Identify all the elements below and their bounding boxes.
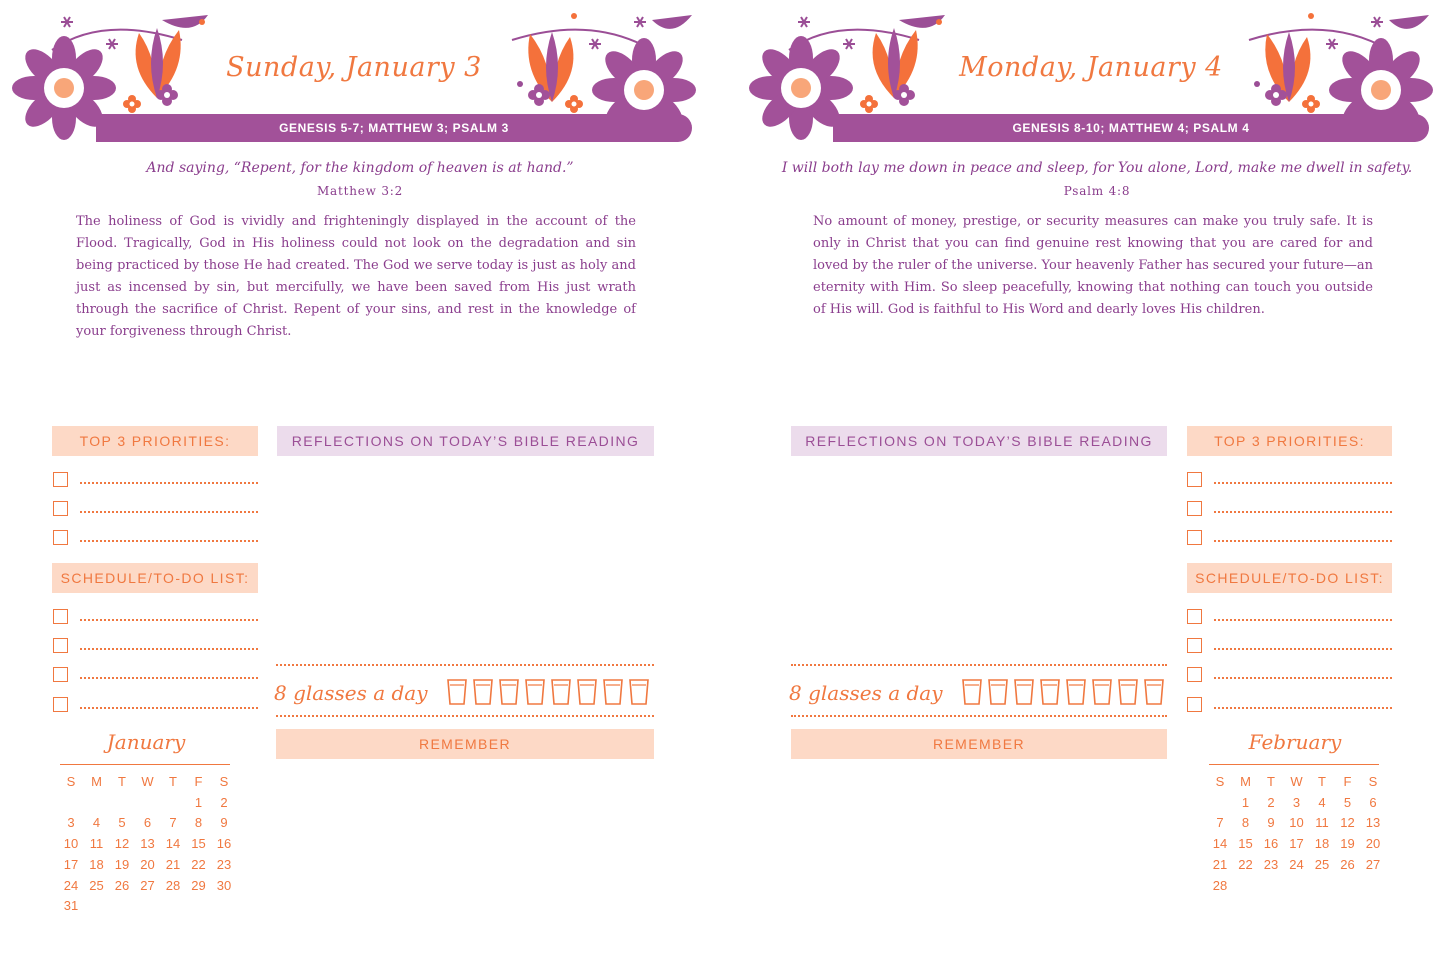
- calendar-day: 23: [1263, 856, 1279, 872]
- calendar-day: 18: [1314, 836, 1330, 852]
- calendar-day: 31: [63, 898, 79, 914]
- checkbox[interactable]: [53, 667, 68, 682]
- calendar-weekday: T: [118, 774, 126, 789]
- calendar-day: 19: [1340, 836, 1355, 852]
- calendar-month: February: [1248, 730, 1342, 754]
- glass-icon[interactable]: [472, 678, 494, 706]
- calendar-day: 2: [220, 794, 228, 810]
- write-line: [80, 540, 258, 542]
- calendar-weekday: M: [1240, 774, 1251, 789]
- left-page: [0, 0, 722, 963]
- write-line: [1214, 482, 1392, 484]
- reading-banner: [833, 114, 1429, 142]
- schedule-item[interactable]: [1187, 665, 1392, 685]
- calendar-day: 28: [165, 877, 181, 893]
- calendar-day: 14: [1212, 836, 1228, 852]
- glass-icon[interactable]: [961, 678, 983, 706]
- schedule-item[interactable]: [53, 665, 258, 685]
- water-tracker-label: 8 glasses a day: [789, 681, 943, 705]
- glass-icon[interactable]: [602, 678, 624, 706]
- checkbox[interactable]: [53, 638, 68, 653]
- water-line: [276, 715, 654, 717]
- checkbox[interactable]: [53, 530, 68, 545]
- schedule-item[interactable]: [53, 607, 258, 627]
- priority-item[interactable]: [1187, 470, 1392, 490]
- calendar-day: 25: [89, 877, 104, 893]
- calendar-day: 10: [1289, 815, 1304, 831]
- calendar-day: 15: [1238, 836, 1253, 852]
- priority-item[interactable]: [53, 470, 258, 490]
- calendar-weekday: T: [169, 774, 177, 789]
- devotional-text: The holiness of God is vividly and frighteningly displayed in the account of the Flood. Tragically, God in His holiness could not look on the degradation and sin being practiced by those He had created. The God we serve today is just as holy and just as incensed by sin, but mercifully, we have been saved from His just wrath through the sacrifice of Christ. Repent of your sins, and rest in the knowledge of your forgiveness through Christ.: [76, 214, 636, 339]
- calendar-day: 12: [114, 836, 130, 852]
- calendar-rule: [60, 764, 230, 765]
- calendar-day: 4: [1318, 794, 1326, 810]
- priority-item[interactable]: [53, 528, 258, 548]
- day-title: Monday, January 4: [959, 52, 1223, 83]
- calendar-day: 20: [1365, 836, 1381, 852]
- priority-item[interactable]: [1187, 528, 1392, 548]
- calendar-day: 26: [1340, 856, 1355, 872]
- reflection-line: [791, 664, 1167, 666]
- calendar-day: 23: [216, 856, 232, 872]
- calendar-day: 27: [1365, 856, 1381, 872]
- write-line: [80, 707, 258, 709]
- write-line: [80, 482, 258, 484]
- calendar-day: 22: [1238, 856, 1253, 872]
- calendar-day: 5: [118, 815, 126, 831]
- reflection-line: [276, 664, 654, 666]
- calendar-day: 10: [63, 836, 79, 852]
- calendar-weekday: S: [219, 774, 229, 789]
- calendar-day: 14: [165, 836, 181, 852]
- calendar-day: 3: [1292, 794, 1301, 810]
- calendar-day: 17: [1289, 836, 1304, 852]
- remember-label: REMEMBER: [791, 729, 1167, 759]
- calendar-day: 12: [1340, 815, 1355, 831]
- priority-item[interactable]: [1187, 499, 1392, 519]
- calendar-day: 21: [1212, 856, 1228, 872]
- water-line: [791, 715, 1167, 717]
- reading-plan: GENESIS 5-7; MATTHEW 3; PSALM 3: [279, 121, 509, 135]
- glass-icon[interactable]: [1091, 678, 1113, 706]
- schedule-item[interactable]: [53, 636, 258, 656]
- write-line: [80, 648, 258, 650]
- calendar-day: 16: [216, 836, 232, 852]
- glass-icon[interactable]: [524, 678, 546, 706]
- calendar-day: 18: [89, 856, 104, 872]
- calendar-day: 5: [1343, 794, 1352, 810]
- calendar-month: January: [106, 730, 186, 754]
- schedule-label: SCHEDULE/TO-DO LIST:: [52, 563, 258, 593]
- write-line: [80, 619, 258, 621]
- calendar-day: 4: [92, 815, 101, 831]
- glass-icon[interactable]: [987, 678, 1009, 706]
- right-page: [737, 0, 1445, 963]
- checkbox[interactable]: [1187, 638, 1202, 653]
- calendar-day: 13: [1365, 815, 1381, 831]
- schedule-item[interactable]: [53, 695, 258, 715]
- verse-text: And saying, “Repent, for the kingdom of heaven is at hand.”: [146, 160, 574, 176]
- glass-icon[interactable]: [1039, 678, 1061, 706]
- calendar-weekday: F: [194, 774, 203, 789]
- remember-label: REMEMBER: [276, 729, 654, 759]
- reading-banner: [96, 114, 692, 142]
- write-line: [1214, 619, 1392, 621]
- calendar-day: 13: [140, 836, 155, 852]
- calendar-day: 22: [191, 856, 206, 872]
- priority-item[interactable]: [53, 499, 258, 519]
- checkbox[interactable]: [1187, 609, 1202, 624]
- schedule-label: SCHEDULE/TO-DO LIST:: [1187, 563, 1392, 593]
- checkbox[interactable]: [1187, 472, 1202, 487]
- calendar-weekday: F: [1343, 774, 1352, 789]
- calendar-day: 26: [114, 877, 130, 893]
- verse-reference: Psalm 4:8: [1063, 184, 1131, 198]
- priorities-label: TOP 3 PRIORITIES:: [52, 426, 258, 456]
- write-line: [1214, 511, 1392, 513]
- calendar-day: 29: [191, 877, 206, 893]
- verse-text: I will both lay me down in peace and sleep, for You alone, Lord, make me dwell in safety.: [781, 160, 1413, 176]
- devotional-text: No amount of money, prestige, or security measures can make you truly safe. It is only in Christ that you can find genuine rest knowing that you are cared for and loved by the ruler of the universe. Your heavenly Father has secured your future—an eternity with Him. So sleep peacefully, knowing that nothing can touch you outside of His will. God is faithful to His Word and dearly loves His children.: [813, 214, 1373, 317]
- checkbox[interactable]: [1187, 530, 1202, 545]
- write-line: [80, 677, 258, 679]
- calendar-day: 19: [114, 856, 130, 872]
- calendar-day: 1: [1241, 794, 1250, 810]
- glass-icon[interactable]: [1143, 678, 1165, 706]
- calendar-day: 15: [191, 836, 206, 852]
- calendar-day: 16: [1263, 836, 1279, 852]
- calendar-day: 7: [1216, 815, 1224, 831]
- schedule-item[interactable]: [1187, 607, 1392, 627]
- write-line: [80, 511, 258, 513]
- day-header: [749, 10, 1433, 145]
- write-line: [1214, 707, 1392, 709]
- calendar-day: 30: [216, 877, 232, 893]
- checkbox[interactable]: [53, 501, 68, 516]
- day-title: Sunday, January 3: [226, 52, 482, 83]
- calendar-day: 28: [1212, 877, 1228, 893]
- calendar-day: 11: [89, 836, 104, 852]
- water-tracker-label: 8 glasses a day: [274, 681, 428, 705]
- calendar-day: 17: [63, 856, 79, 872]
- checkbox[interactable]: [1187, 667, 1202, 682]
- day-header: [12, 10, 696, 145]
- calendar-rule: [1209, 764, 1379, 765]
- calendar-weekday: S: [66, 774, 76, 789]
- checkbox[interactable]: [53, 472, 68, 487]
- reading-plan: GENESIS 8-10; MATTHEW 4; PSALM 4: [1012, 121, 1250, 135]
- calendar-day: 7: [169, 815, 177, 831]
- calendar-day: 24: [63, 877, 79, 893]
- calendar-day: 8: [1241, 815, 1250, 831]
- schedule-item[interactable]: [1187, 636, 1392, 656]
- checkbox[interactable]: [53, 697, 68, 712]
- calendar-weekday: T: [1318, 774, 1326, 789]
- calendar-day: 9: [220, 815, 228, 831]
- calendar-day: 6: [1369, 794, 1377, 810]
- calendar-day: 8: [194, 815, 203, 831]
- calendar-day: 1: [194, 794, 203, 810]
- calendar-day: 24: [1289, 856, 1304, 872]
- calendar-weekday: W: [1290, 774, 1303, 789]
- calendar-day: 6: [143, 815, 152, 831]
- calendar-day: 20: [140, 856, 155, 872]
- reflections-label: REFLECTIONS ON TODAY’S BIBLE READING: [277, 426, 654, 456]
- calendar-day: 25: [1314, 856, 1330, 872]
- glass-icon[interactable]: [498, 678, 520, 706]
- calendar-day: 27: [140, 877, 155, 893]
- calendar-weekday: W: [141, 774, 154, 789]
- write-line: [1214, 648, 1392, 650]
- verse-reference: Matthew 3:2: [316, 184, 404, 198]
- calendar-day: 2: [1267, 794, 1275, 810]
- write-line: [1214, 677, 1392, 679]
- calendar-day: 3: [67, 815, 75, 831]
- reflections-label: REFLECTIONS ON TODAY’S BIBLE READING: [791, 426, 1167, 456]
- schedule-item[interactable]: [1187, 695, 1392, 715]
- checkbox[interactable]: [53, 609, 68, 624]
- priorities-label: TOP 3 PRIORITIES:: [1187, 426, 1392, 456]
- glass-icon[interactable]: [1117, 678, 1139, 706]
- calendar-day: 21: [165, 856, 181, 872]
- glass-icon[interactable]: [550, 678, 572, 706]
- glass-icon[interactable]: [576, 678, 598, 706]
- write-line: [1214, 540, 1392, 542]
- calendar-day: 9: [1267, 815, 1275, 831]
- glass-icon[interactable]: [1065, 678, 1087, 706]
- calendar-day: 11: [1315, 815, 1329, 831]
- glass-icon[interactable]: [628, 678, 650, 706]
- calendar-weekday: M: [91, 774, 102, 789]
- glass-icon[interactable]: [1013, 678, 1035, 706]
- calendar-weekday: S: [1368, 774, 1378, 789]
- checkbox[interactable]: [1187, 697, 1202, 712]
- calendar-weekday: S: [1215, 774, 1225, 789]
- glass-icon[interactable]: [446, 678, 468, 706]
- calendar-weekday: T: [1267, 774, 1275, 789]
- checkbox[interactable]: [1187, 501, 1202, 516]
